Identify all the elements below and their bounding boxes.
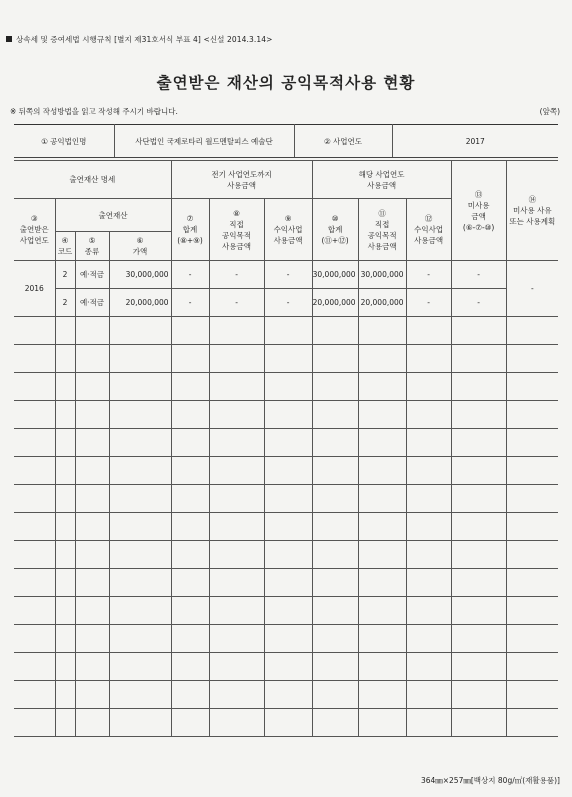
empty-cell (14, 541, 55, 569)
year-cell: 2016 (14, 261, 55, 317)
empty-cell (109, 569, 171, 597)
empty-cell (506, 401, 558, 429)
empty-cell (506, 485, 558, 513)
current-usage-header: 해당 사업연도 사용금액 (312, 161, 451, 199)
empty-row (14, 457, 558, 485)
instruction-note: ※ 뒤쪽의 작성방법을 읽고 작성해 주시기 바랍니다. (10, 107, 178, 116)
empty-cell (264, 569, 312, 597)
empty-cell (506, 653, 558, 681)
empty-cell (358, 681, 406, 709)
empty-cell (14, 317, 55, 345)
empty-cell (171, 541, 209, 569)
empty-cell (109, 597, 171, 625)
empty-cell (14, 429, 55, 457)
empty-cell (451, 429, 506, 457)
empty-cell (506, 317, 558, 345)
empty-cell (171, 401, 209, 429)
usage-table (14, 160, 558, 737)
empty-cell (209, 401, 264, 429)
empty-cell (451, 625, 506, 653)
empty-cell (109, 485, 171, 513)
empty-cell (14, 709, 55, 737)
empty-cell (264, 681, 312, 709)
empty-cell (75, 373, 109, 401)
prev-total-header: ⑦ 합계 (⑧+⑨) (171, 199, 209, 261)
empty-cell (75, 429, 109, 457)
empty-cell (506, 457, 558, 485)
empty-cell (358, 317, 406, 345)
empty-cell (406, 653, 451, 681)
empty-cell (171, 429, 209, 457)
empty-row (14, 373, 558, 401)
empty-cell (312, 709, 358, 737)
empty-cell (451, 513, 506, 541)
empty-cell (406, 345, 451, 373)
empty-cell (406, 373, 451, 401)
empty-row (14, 597, 558, 625)
empty-cell (55, 513, 75, 541)
empty-cell (358, 513, 406, 541)
amount-cell: 20,000,000 (109, 289, 171, 317)
empty-cell (171, 485, 209, 513)
empty-cell (451, 345, 506, 373)
empty-cell (406, 597, 451, 625)
empty-cell (14, 625, 55, 653)
empty-cell (312, 373, 358, 401)
empty-cell (109, 625, 171, 653)
empty-cell (171, 513, 209, 541)
empty-cell (451, 485, 506, 513)
empty-cell (358, 345, 406, 373)
empty-cell (55, 345, 75, 373)
asset-header: 출연재산 (55, 199, 171, 232)
amount-cell: 30,000,000 (109, 261, 171, 289)
empty-cell (209, 457, 264, 485)
empty-cell (209, 513, 264, 541)
table-row (14, 261, 558, 289)
empty-cell (358, 653, 406, 681)
received-year-header: ③ 출연받은 사업연도 (14, 199, 55, 261)
empty-cell (451, 681, 506, 709)
empty-cell (264, 597, 312, 625)
empty-cell (312, 513, 358, 541)
cur-direct-cell: 30,000,000 (358, 261, 406, 289)
empty-cell (209, 373, 264, 401)
empty-cell (406, 485, 451, 513)
prev-profit-cell: - (264, 261, 312, 289)
cur-profit-cell: - (406, 289, 451, 317)
kind-cell: 예·적금 (75, 261, 109, 289)
header-row-1 (14, 161, 558, 199)
empty-cell (55, 485, 75, 513)
empty-cell (75, 513, 109, 541)
empty-cell (506, 541, 558, 569)
empty-cell (451, 709, 506, 737)
empty-row (14, 401, 558, 429)
empty-cell (14, 569, 55, 597)
empty-cell (75, 457, 109, 485)
prev-direct-cell: - (209, 261, 264, 289)
empty-cell (358, 625, 406, 653)
form-header (6, 34, 272, 45)
empty-cell (406, 625, 451, 653)
empty-cell (264, 541, 312, 569)
empty-cell (312, 625, 358, 653)
empty-cell (109, 653, 171, 681)
empty-cell (209, 569, 264, 597)
empty-cell (506, 373, 558, 401)
empty-cell (55, 541, 75, 569)
empty-cell (312, 597, 358, 625)
cur-direct-header: ⑪ 직접 공익목적 사용금액 (358, 199, 406, 261)
empty-cell (75, 485, 109, 513)
empty-cell (312, 681, 358, 709)
empty-cell (14, 457, 55, 485)
empty-cell (406, 401, 451, 429)
empty-cell (406, 457, 451, 485)
empty-cell (14, 345, 55, 373)
empty-row (14, 681, 558, 709)
empty-cell (264, 401, 312, 429)
empty-cell (55, 457, 75, 485)
empty-cell (75, 569, 109, 597)
code-header: ④ 코드 (55, 232, 75, 261)
empty-cell (506, 709, 558, 737)
empty-cell (358, 373, 406, 401)
empty-row (14, 653, 558, 681)
cur-total-cell: 20,000,000 (312, 289, 358, 317)
empty-cell (14, 513, 55, 541)
empty-cell (264, 653, 312, 681)
empty-cell (109, 345, 171, 373)
empty-cell (209, 541, 264, 569)
empty-cell (264, 485, 312, 513)
empty-cell (55, 597, 75, 625)
empty-cell (171, 653, 209, 681)
empty-cell (14, 681, 55, 709)
empty-cell (14, 597, 55, 625)
empty-cell (55, 429, 75, 457)
empty-rows (14, 317, 558, 737)
unused-cell: - (451, 261, 506, 289)
fiscal-year-label: ② 사업연도 (294, 125, 392, 158)
fiscal-year-value: 2017 (392, 125, 558, 158)
empty-cell (506, 513, 558, 541)
cur-profit-header: ⑫ 수익사업 사용금액 (406, 199, 451, 261)
empty-cell (55, 653, 75, 681)
empty-cell (406, 709, 451, 737)
empty-row (14, 317, 558, 345)
empty-row (14, 709, 558, 737)
empty-cell (75, 625, 109, 653)
empty-cell (506, 429, 558, 457)
empty-cell (109, 541, 171, 569)
empty-cell (506, 569, 558, 597)
empty-cell (109, 317, 171, 345)
cur-total-cell: 30,000,000 (312, 261, 358, 289)
org-name-value: 사단법인 국제로타리 월드멘탈피스 예술단 (114, 125, 294, 158)
empty-cell (55, 373, 75, 401)
empty-cell (209, 345, 264, 373)
prev-profit-cell: - (264, 289, 312, 317)
empty-cell (14, 485, 55, 513)
page-title: 출연받은 재산의 공익목적사용 현황 (156, 74, 416, 92)
unused-cell: - (451, 289, 506, 317)
cur-profit-cell: - (406, 261, 451, 289)
paper-spec-footer: 364㎜×257㎜[백상지 80g/㎡(재활용품)] (420, 776, 560, 785)
empty-cell (75, 653, 109, 681)
empty-cell (109, 681, 171, 709)
empty-cell (75, 401, 109, 429)
amount-header: ⑥ 가액 (109, 232, 171, 261)
empty-cell (264, 709, 312, 737)
empty-cell (209, 597, 264, 625)
empty-cell (14, 401, 55, 429)
prev-usage-header: 전기 사업연도까지 사용금액 (171, 161, 312, 199)
empty-cell (312, 401, 358, 429)
unused-reason-header: ⑭ 미사용 사유 또는 사용계획 (506, 161, 558, 261)
kind-header: ⑤ 종류 (75, 232, 109, 261)
empty-cell (451, 401, 506, 429)
empty-cell (358, 541, 406, 569)
empty-cell (171, 709, 209, 737)
prev-profit-header: ⑨ 수익사업 사용금액 (264, 199, 312, 261)
empty-cell (406, 541, 451, 569)
empty-cell (451, 653, 506, 681)
prev-direct-cell: - (209, 289, 264, 317)
empty-cell (171, 625, 209, 653)
empty-cell (109, 709, 171, 737)
empty-cell (406, 317, 451, 345)
empty-cell (451, 541, 506, 569)
empty-cell (209, 317, 264, 345)
empty-cell (506, 625, 558, 653)
empty-row (14, 485, 558, 513)
empty-cell (451, 373, 506, 401)
kind-cell: 예·적금 (75, 289, 109, 317)
empty-cell (75, 345, 109, 373)
empty-cell (171, 373, 209, 401)
empty-cell (14, 373, 55, 401)
empty-cell (264, 373, 312, 401)
empty-cell (358, 709, 406, 737)
empty-cell (109, 373, 171, 401)
empty-cell (358, 597, 406, 625)
empty-cell (55, 625, 75, 653)
empty-cell (451, 457, 506, 485)
code-cell: 2 (55, 261, 75, 289)
empty-cell (264, 625, 312, 653)
empty-cell (109, 429, 171, 457)
bullet-square-icon (6, 36, 12, 42)
empty-cell (312, 457, 358, 485)
empty-cell (171, 597, 209, 625)
empty-cell (264, 345, 312, 373)
empty-cell (55, 681, 75, 709)
empty-cell (171, 457, 209, 485)
empty-cell (506, 681, 558, 709)
unused-reason-cell: - (506, 261, 558, 317)
prev-total-cell: - (171, 289, 209, 317)
form-header-text: 상속세 및 증여세법 시행규칙 [별지 제31호서식 부표 4] <신설 2014.3.14> (16, 35, 273, 44)
empty-cell (312, 345, 358, 373)
empty-cell (171, 681, 209, 709)
empty-cell (209, 681, 264, 709)
empty-cell (312, 569, 358, 597)
empty-cell (171, 569, 209, 597)
empty-cell (451, 569, 506, 597)
empty-cell (209, 485, 264, 513)
info-row (14, 125, 558, 158)
front-side-label: (앞쪽) (539, 107, 560, 116)
empty-cell (358, 457, 406, 485)
empty-cell (312, 653, 358, 681)
info-table (14, 124, 558, 158)
empty-cell (55, 401, 75, 429)
unused-amount-header: ⑬ 미사용 금액 (⑥-⑦-⑩) (451, 161, 506, 261)
empty-cell (312, 429, 358, 457)
empty-cell (75, 597, 109, 625)
empty-cell (109, 401, 171, 429)
empty-cell (75, 317, 109, 345)
empty-row (14, 625, 558, 653)
empty-cell (264, 457, 312, 485)
empty-cell (406, 681, 451, 709)
empty-cell (312, 541, 358, 569)
empty-cell (171, 317, 209, 345)
prev-direct-header: ⑧ 직접 공익목적 사용금액 (209, 199, 264, 261)
cur-direct-cell: 20,000,000 (358, 289, 406, 317)
empty-cell (75, 709, 109, 737)
empty-cell (406, 569, 451, 597)
empty-cell (109, 513, 171, 541)
empty-cell (358, 401, 406, 429)
empty-cell (209, 625, 264, 653)
empty-cell (55, 317, 75, 345)
table-row (14, 289, 558, 317)
empty-row (14, 513, 558, 541)
empty-cell (14, 653, 55, 681)
asset-detail-header: 출연재산 명세 (14, 161, 171, 199)
empty-cell (358, 429, 406, 457)
empty-cell (264, 317, 312, 345)
cur-total-header: ⑩ 합계 (⑪+⑫) (312, 199, 358, 261)
empty-cell (506, 345, 558, 373)
empty-cell (358, 485, 406, 513)
code-cell: 2 (55, 289, 75, 317)
empty-cell (451, 597, 506, 625)
empty-cell (55, 569, 75, 597)
empty-cell (358, 569, 406, 597)
empty-cell (406, 513, 451, 541)
empty-row (14, 569, 558, 597)
empty-cell (75, 681, 109, 709)
org-name-label: ① 공익법인명 (14, 125, 114, 158)
empty-cell (312, 485, 358, 513)
empty-cell (264, 429, 312, 457)
empty-cell (312, 317, 358, 345)
empty-row (14, 345, 558, 373)
empty-cell (209, 653, 264, 681)
empty-cell (506, 597, 558, 625)
empty-cell (171, 345, 209, 373)
empty-cell (209, 429, 264, 457)
empty-cell (451, 317, 506, 345)
empty-cell (209, 709, 264, 737)
empty-cell (406, 429, 451, 457)
empty-row (14, 429, 558, 457)
empty-cell (264, 513, 312, 541)
empty-row (14, 541, 558, 569)
prev-total-cell: - (171, 261, 209, 289)
empty-cell (75, 541, 109, 569)
empty-cell (55, 709, 75, 737)
empty-cell (109, 457, 171, 485)
